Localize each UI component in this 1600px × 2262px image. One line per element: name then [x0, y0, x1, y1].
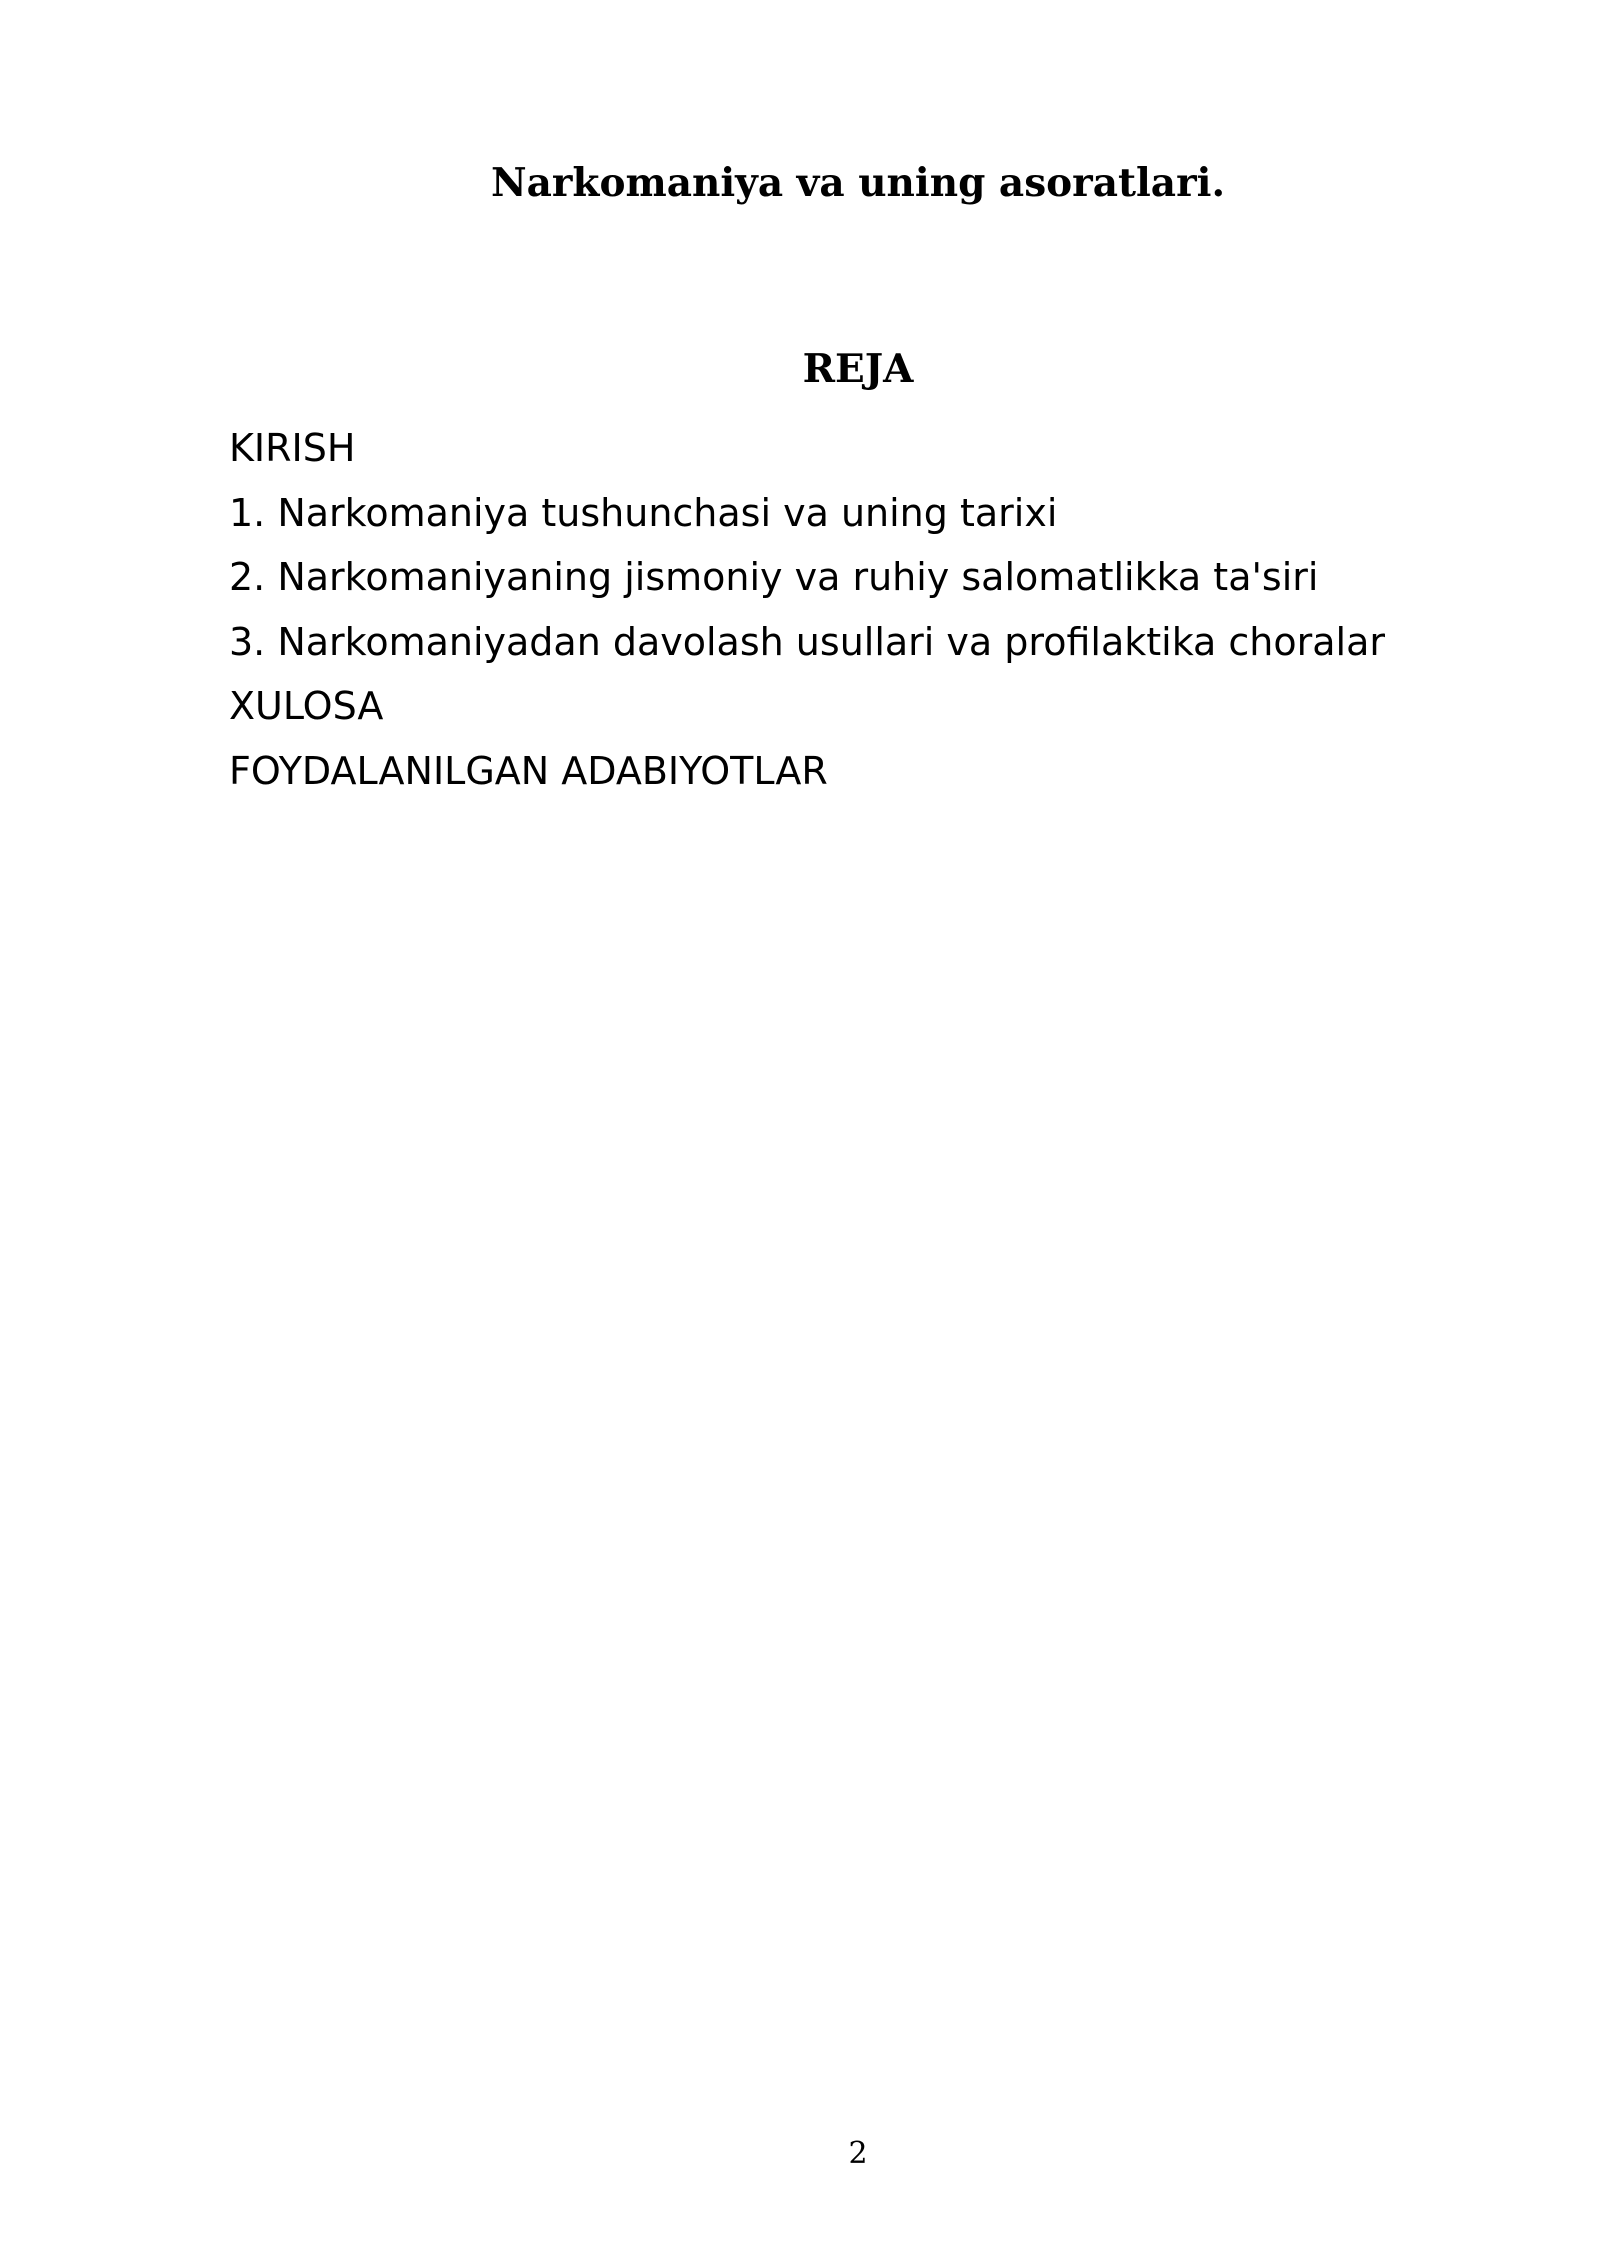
plan-item-references: FOYDALANILGAN ADABIYOTLAR: [229, 748, 828, 793]
plan-heading: REJA: [802, 346, 914, 392]
plan-item-3: 3. Narkomaniyadan davolash usullari va profilaktika choralar: [229, 619, 1385, 664]
document-title: Narkomaniya va uning asoratlari.: [490, 160, 1226, 206]
plan-list: [229, 416, 1385, 803]
plan-item-1: 1. Narkomaniya tushunchasi va uning tarixi: [229, 490, 1058, 535]
plan-item-conclusion: XULOSA: [229, 684, 384, 728]
plan-item-2: 2. Narkomaniyaning jismoniy va ruhiy salomatlikka ta'siri: [229, 555, 1319, 599]
page-number: 2: [848, 2136, 868, 2171]
plan-item-introduction: KIRISH: [229, 426, 356, 470]
